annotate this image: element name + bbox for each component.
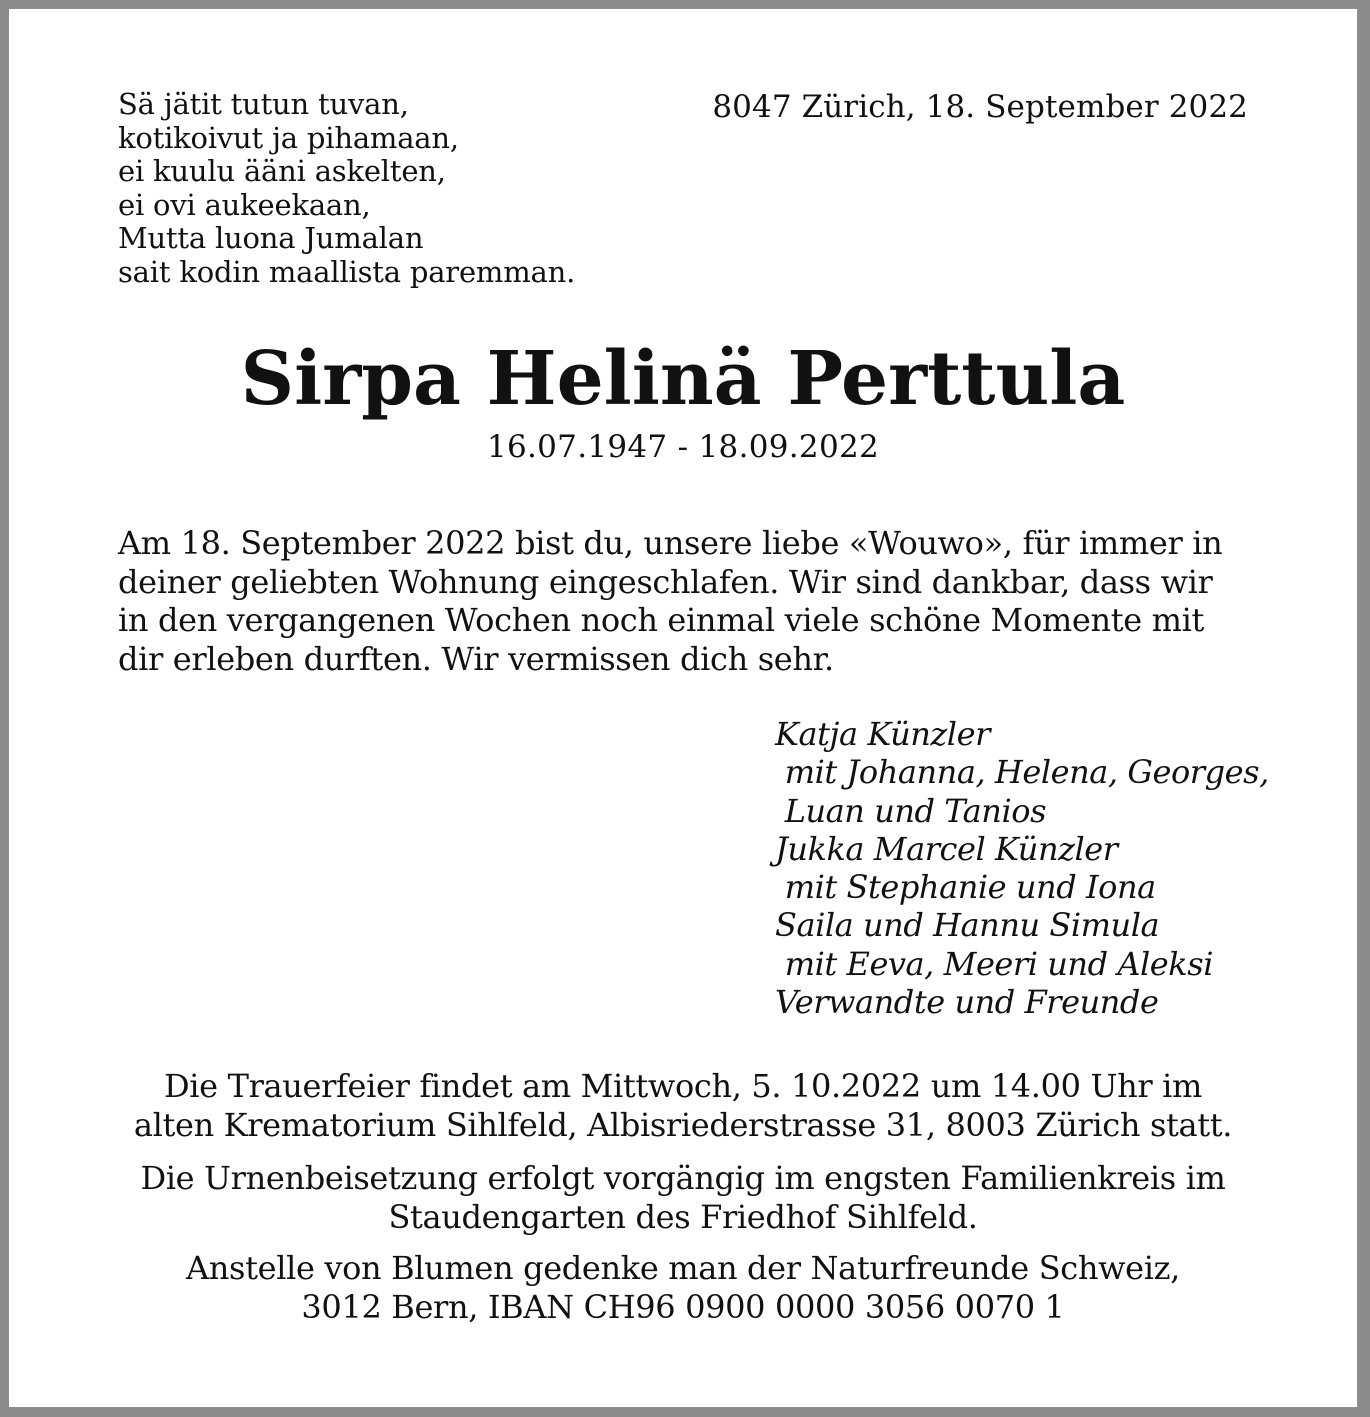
poem-line: kotikoivut ja pihamaan, [118, 120, 459, 155]
mourners-list [775, 715, 1269, 1021]
poem-line: ei ovi aukeekaan, [118, 187, 371, 222]
mourner-line: Luan und Tanios [775, 791, 1047, 830]
message-line: Am 18. September 2022 bist du, unsere liebe «Wouwo», für immer in [118, 524, 1223, 562]
message-line: in den vergangenen Wochen noch einmal viele schöne Momente mit [118, 601, 1205, 639]
notice-line: Die Trauerfeier findet am Mittwoch, 5. 10.2022 um 14.00 Uhr im [163, 1067, 1202, 1105]
mourner-line: mit Johanna, Helena, Georges, [775, 753, 1269, 792]
notice-line: Anstelle von Blumen gedenke man der Naturfreunde Schweiz, [186, 1249, 1180, 1287]
notice-line: Staudengarten des Friedhof Sihlfeld. [388, 1198, 978, 1236]
memorial-message [118, 524, 1252, 678]
message-line: deiner geliebten Wohnung eingeschlafen. Wir sind dankbar, dass wir [118, 562, 1213, 601]
mourner-line: Jukka Marcel Künzler [775, 829, 1118, 868]
deceased-name: Sirpa Helinä Perttula [240, 336, 1126, 422]
mourner-line: Verwandte und Freunde [775, 983, 1159, 1022]
life-dates: 16.07.1947 - 18.09.2022 [486, 429, 880, 465]
place-and-date: 8047 Zürich, 18. September 2022 [712, 89, 1248, 125]
burial-notice [9, 1159, 1357, 1237]
ceremony-notice [9, 1067, 1357, 1145]
notice-line: Die Urnenbeisetzung erfolgt vorgängig im engsten Familienkreis im [140, 1159, 1226, 1197]
donation-notice [9, 1249, 1357, 1327]
mourner-line: mit Eeva, Meeri und Aleksi [775, 944, 1213, 983]
obituary-page [9, 9, 1357, 1407]
notice-line: alten Krematorium Sihlfeld, Albisriederstrasse 31, 8003 Zürich statt. [133, 1106, 1233, 1144]
poem-line: sait kodin maallista paremman. [118, 254, 576, 289]
poem-line: ei kuulu ääni askelten, [118, 154, 446, 188]
mourner-line: Katja Künzler [775, 715, 990, 753]
poem-line: Mutta luona Jumalan [118, 221, 424, 255]
mourner-line: Saila und Hannu Simula [775, 906, 1160, 945]
message-line: dir erleben durften. Wir vermissen dich sehr. [118, 639, 834, 678]
notice-line: 3012 Bern, IBAN CH96 0900 0000 3056 0070 1 [301, 1288, 1065, 1326]
mourner-line: mit Stephanie und Iona [775, 868, 1156, 907]
poem [118, 88, 575, 289]
poem-line: Sä jätit tutun tuvan, [118, 87, 409, 121]
